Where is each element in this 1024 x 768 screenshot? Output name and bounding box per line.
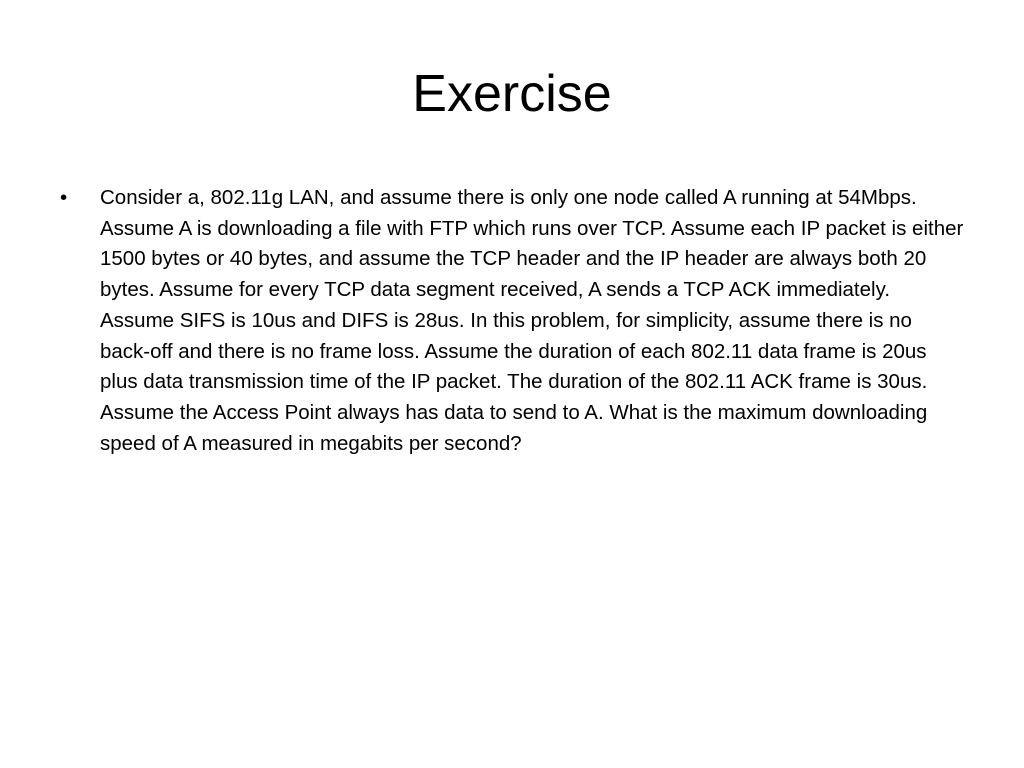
bullet-list — [60, 183, 965, 459]
bullet-item — [60, 183, 965, 459]
exercise-problem-text: Consider a, 802.11g LAN, and assume there is only one node called A running at 54Mbps. Assume A is downloading a file with FTP which runs over TCP. Assume each IP packet is either 1500 bytes or 40 bytes, and assume the TCP header and the IP header are always both 20 bytes. Assume for every TCP data segment received, A sends a TCP ACK immediately. Assume SIFS is 10us and DIFS is 28us. In this problem, for simplicity, assume there is no back-off and there is no frame loss. Assume the duration of each 802.11 data frame is 20us plus data transmission time of the IP packet. The duration of the 802.11 ACK frame is 30us. Assume the Access Point always has data to send to A. What is the maximum downloading speed of A measured in megabits per second? — [100, 186, 964, 455]
slide-title: Exercise — [412, 65, 612, 123]
bullet-dot-icon: • — [60, 186, 68, 209]
